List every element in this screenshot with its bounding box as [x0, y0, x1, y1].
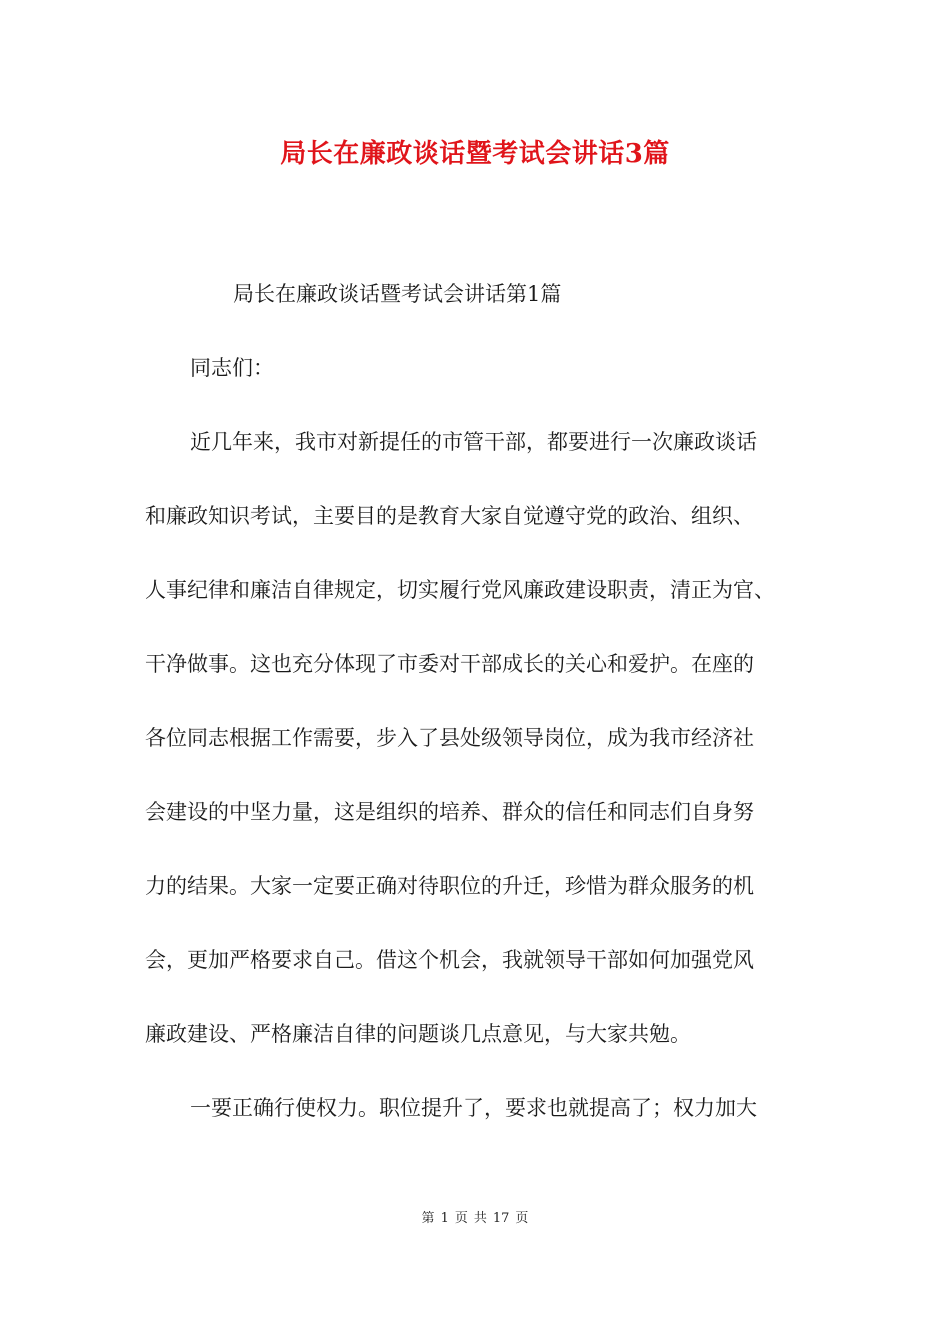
paragraph-line: 会，更加严格要求自己。借这个机会，我就领导干部如何加强党风 — [145, 948, 754, 972]
page-footer — [0, 1210, 950, 1228]
paragraph-line: 近几年来，我市对新提任的市管干部，都要进行一次廉政谈话 — [190, 430, 757, 454]
paragraph-line: 和廉政知识考试，主要目的是教育大家自觉遵守党的政治、组织、 — [145, 504, 754, 528]
paragraph-line: 一要正确行使权力。职位提升了，要求也就提高了；权力加大 — [190, 1096, 757, 1120]
document-title: 局长在廉政谈话暨考试会讲话3篇 — [280, 139, 670, 169]
paragraph-line: 人事纪律和廉洁自律规定，切实履行党风廉政建设职责，清正为官、 — [145, 578, 775, 602]
section-subtitle: 局长在廉政谈话暨考试会讲话第1篇 — [233, 282, 562, 306]
greeting-line: 同志们： — [190, 356, 274, 380]
footer-page-word: 页 — [454, 1211, 468, 1226]
footer-current-page: 1 — [440, 1211, 449, 1226]
paragraph-line: 各位同志根据工作需要，步入了县处级领导岗位，成为我市经济社 — [145, 726, 754, 750]
footer-total-pages: 17 — [492, 1211, 510, 1226]
paragraph-line: 廉政建设、严格廉洁自律的问题谈几点意见，与大家共勉。 — [145, 1022, 691, 1046]
footer-total-word: 共 — [473, 1211, 487, 1226]
footer-prefix: 第 — [421, 1211, 435, 1226]
paragraph-line: 干净做事。这也充分体现了市委对干部成长的关心和爱护。在座的 — [145, 652, 754, 676]
paragraph-line: 力的结果。大家一定要正确对待职位的升迁，珍惜为群众服务的机 — [145, 874, 754, 898]
footer-suffix: 页 — [515, 1211, 529, 1226]
paragraph-line: 会建设的中坚力量，这是组织的培养、群众的信任和同志们自身努 — [145, 800, 754, 824]
